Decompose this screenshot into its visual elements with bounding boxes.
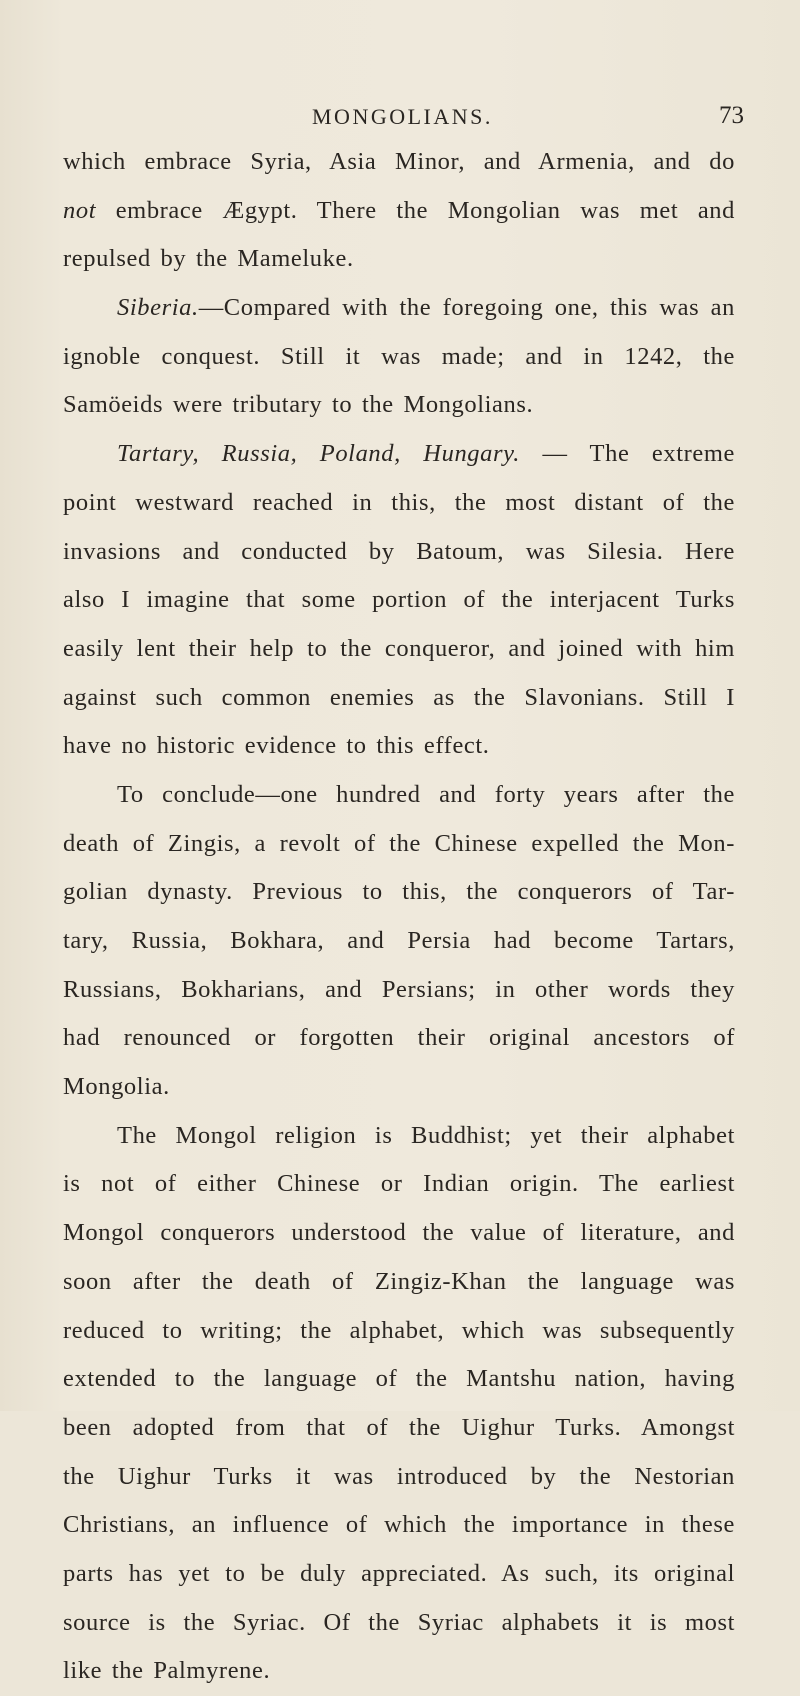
- text-line: is not of either Chinese or Indian origin. The earliest: [63, 1170, 735, 1198]
- running-title: MONGOLIANS.: [312, 104, 493, 129]
- text-line: easily lent their help to the conqueror, and joined with him: [63, 634, 735, 662]
- body-text: [63, 138, 735, 1696]
- text-line: extended to the language of the Mantshu nation, having: [63, 1365, 735, 1393]
- text-line-rest: — The extreme: [520, 440, 735, 468]
- text-line: Mongol conquerors understood the value of literature, and: [63, 1219, 735, 1247]
- text-line: death of Zingis, a revolt of the Chinese expelled the Mon-: [63, 829, 735, 857]
- text-line: which embrace Syria, Asia Minor, and Armenia, and do: [63, 148, 735, 175]
- section-heading-tartary: Tartary, Russia, Poland, Hungary.: [117, 440, 520, 468]
- text-line: source is the Syriac. Of the Syriac alphabets it is most: [63, 1608, 735, 1636]
- text-line: reduced to writing; the alphabet, which was subsequently: [63, 1316, 735, 1344]
- text-line: golian dynasty. Previous to this, the conquerors of Tar-: [63, 878, 735, 906]
- text-line: repulsed by the Mameluke.: [63, 245, 354, 273]
- text-line-rest: embrace Ægypt. There the Mongolian was met and: [96, 196, 735, 224]
- text-line-rest: —Compared with the foregoing one, this was an: [198, 294, 735, 322]
- text-line: invasions and conducted by Batoum, was Silesia. Here: [63, 537, 735, 565]
- text-line: [63, 187, 735, 236]
- text-line: Russians, Bokharians, and Persians; in other words they: [63, 975, 735, 1003]
- text-line: like the Palmyrene.: [63, 1657, 271, 1685]
- text-line: To conclude—one hundred and forty years after the: [117, 780, 735, 808]
- text-line: the Uighur Turks it was introduced by the Nestorian: [63, 1462, 735, 1490]
- text-line: Mongolia.: [63, 1073, 170, 1101]
- text-line: [63, 284, 735, 333]
- text-line: have no historic evidence to this effect.: [63, 732, 490, 760]
- text-line: been adopted from that of the Uighur Turks. Amongst: [63, 1413, 735, 1441]
- section-heading-siberia: Siberia.: [117, 294, 199, 322]
- text-line: The Mongol religion is Buddhist; yet their alphabet: [117, 1121, 735, 1149]
- text-line: soon after the death of Zingiz-Khan the language was: [63, 1267, 735, 1295]
- text-line: ignoble conquest. Still it was made; and in 1242, the: [63, 342, 735, 370]
- page-number: 73: [719, 102, 744, 129]
- text-line: tary, Russia, Bokhara, and Persia had become Tartars,: [63, 927, 735, 954]
- text-line: also I imagine that some portion of the interjacent Turks: [63, 586, 735, 614]
- text-line: point westward reached in this, the most distant of the: [63, 488, 735, 516]
- text-line: had renounced or forgotten their original ancestors of: [63, 1024, 735, 1052]
- text-line: against such common enemies as the Slavonians. Still I: [63, 683, 735, 711]
- page-header: [0, 100, 800, 140]
- text-line: Christians, an influence of which the importance in these: [63, 1511, 735, 1539]
- italic-word: not: [63, 196, 97, 224]
- text-line: Samöeids were tributary to the Mongolians.: [63, 391, 534, 419]
- text-line: parts has yet to be duly appreciated. As such, its original: [63, 1559, 735, 1587]
- text-line: [63, 430, 735, 479]
